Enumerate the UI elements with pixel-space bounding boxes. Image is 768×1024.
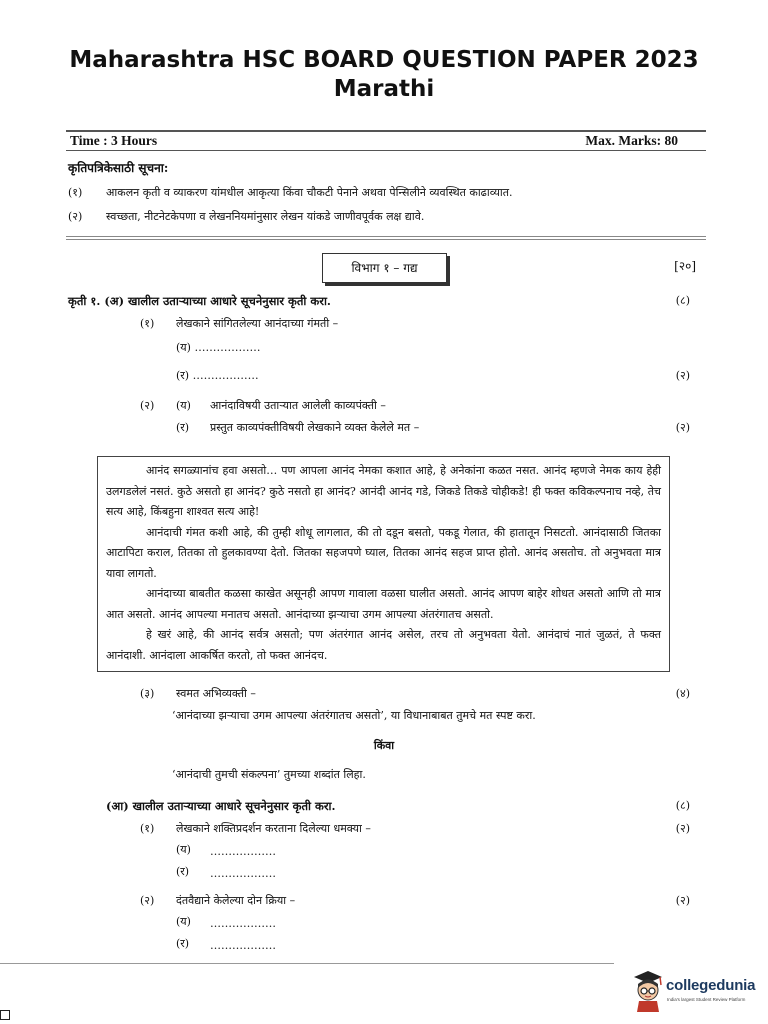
corner-checkbox[interactable] [0, 1010, 10, 1020]
subq-label: (य) [176, 843, 191, 856]
subq-num: (१) [140, 822, 155, 835]
header-top-rule [66, 130, 706, 132]
subq-text: लेखकाने शक्तिप्रदर्शन करताना दिलेल्या धमक्या – [176, 822, 371, 835]
answer-blank: (य) ……………… [176, 341, 261, 354]
subq-marks: (२) [675, 369, 690, 382]
collegedunia-logo [630, 968, 756, 1012]
logo-wordmark: collegedunia [666, 977, 756, 994]
answer-blank: (र) ……………… [176, 369, 259, 382]
subq-text: ‘आनंदाच्या झऱ्याचा उगम आपल्या अंतरंगातच असतो’, या विधानाबाबत तुमचे मत स्पष्ट करा. [172, 709, 536, 722]
subq-num: (३) [140, 687, 155, 700]
instruction-text: स्वच्छता, नीटनेटकेपणा व लेखननियमांनुसार लेखन यांकडे जाणीवपूर्वक लक्ष द्यावे. [106, 210, 425, 223]
instruction-text: आकलन कृती व व्याकरण यांमधील आकृत्या किंवा चौकटी पेनाने अथवा पेन्सिलीने व्यवस्थित काढाव्यात. [106, 186, 513, 199]
subq-label: (र) [176, 421, 190, 434]
subq-label: स्वमत अभिव्यक्ती – [176, 687, 256, 700]
subq-num: (१) [140, 317, 155, 330]
passage-paragraph: आनंदाची गंमत कशी आहे, की तुम्ही शोधू लागलात, की तो दडून बसतो, पकडू गेलात, की हातातून निसटतो. आनंदासाठी जितका आटापिटा कराल, तितका तो हुलकावण्या देतो. जितका सहजपणे घ्याल, तितका आनंद सहज प्राप्त होतो. आनंद असतोच. तो अनुभवता मात्र यावा लागतो. [106, 525, 661, 580]
subq-text: ‘आनंदाची तुमची संकल्पना’ तुमच्या शब्दांत लिहा. [172, 768, 366, 781]
max-marks-label: Max. Marks: 80 [585, 133, 678, 148]
subq-text: प्रस्तुत काव्यपंक्तीविषयी लेखकाने व्यक्त केलेले मत – [210, 421, 420, 434]
subq-num: (२) [140, 399, 155, 412]
page-title: Maharashtra HSC BOARD QUESTION PAPER 2023 [69, 47, 699, 73]
answer-blank: ……………… [210, 845, 276, 858]
header-bottom-rule [66, 150, 706, 151]
section-marks: [२०] [674, 259, 696, 273]
logo-tagline: India's largest Student Review Platform [667, 997, 746, 1002]
instructions-heading: कृतिपत्रिकेसाठी सूचना: [68, 161, 169, 175]
subq-text: आनंदाविषयी उताऱ्यात आलेली काव्यपंक्ती – [210, 399, 386, 412]
subq-label: (य) [176, 915, 191, 928]
divider [66, 236, 706, 237]
section-label: विभाग १ – गद्य [351, 261, 418, 275]
subq-label: (र) [176, 865, 190, 878]
answer-blank: ……………… [210, 939, 276, 952]
subq-marks: (२) [675, 421, 690, 434]
time-label: Time : 3 Hours [70, 133, 158, 148]
page-subtitle: Marathi [333, 76, 435, 102]
subq-label: (र) [176, 937, 190, 950]
or-label: किंवा [373, 739, 395, 752]
question-1b-marks: (८) [675, 799, 690, 812]
instruction-num: (१) [68, 186, 83, 199]
question-1a-marks: (८) [675, 294, 690, 307]
passage-paragraph: हे खरं आहे, की आनंद सर्वत्र असतो; पण अंतरंगात आनंद असेल, तरच तो अनुभवता येतो. आनंदाचं नातं जुळतं, ते फक्त आनंदाशी. आनंदाला आकर्षित करतो, तो फक्त आनंदच. [106, 628, 661, 662]
footer-rule [0, 963, 614, 964]
subq-marks: (४) [675, 687, 690, 700]
instruction-num: (२) [68, 210, 83, 223]
divider [66, 239, 706, 240]
subq-marks: (२) [675, 822, 690, 835]
question-1b-title: (आ) खालील उताऱ्याच्या आधारे सूचनेनुसार कृती करा. [106, 799, 336, 813]
mascot-icon [630, 968, 666, 1012]
question-1a-title: कृती १. (अ) खालील उताऱ्याच्या आधारे सूचनेनुसार कृती करा. [68, 294, 331, 308]
passage-paragraph: आनंद सगळ्यानांच हवा असतो… पण आपला आनंद नेमका कशात आहे, हे अनेकांना कळत नसत. आनंद म्हणजे नेमक काय हेही उलगडलेलं नसतं. कुठे असतो हा आनंद? कुठे नसतो हा आनंद? आनंदी आनंद गडे, जिकडे तिकडे चोहीकडे! ही फक्त कविकल्पनाच नव्हे, तेच सत्य आहे, किंबहुना शाश्वत सत्य आहे! [106, 464, 661, 518]
subq-num: (२) [140, 894, 155, 907]
subq-text: दंतवैद्याने केलेल्या दोन क्रिया – [176, 894, 296, 907]
passage-paragraph: आनंदाच्या बाबतीत कळसा काखेत असूनही आपण गावाला वळसा घालीत असतो. आनंद आपण बाहेर शोधत असतो आणि तो मात्र आत असतो. आनंद आपल्या मनातच असतो. आनंदाच्या झऱ्याचा उगम आपल्या अंतरंगातच असतो. [106, 587, 661, 621]
answer-blank: ……………… [210, 867, 276, 880]
passage-box [97, 456, 670, 672]
subq-label: (य) [176, 399, 191, 412]
answer-blank: ……………… [210, 917, 276, 930]
subq-text: लेखकाने सांगितलेल्या आनंदाच्या गंमती – [176, 317, 339, 330]
section-label-box [322, 253, 447, 283]
subq-marks: (२) [675, 894, 690, 907]
